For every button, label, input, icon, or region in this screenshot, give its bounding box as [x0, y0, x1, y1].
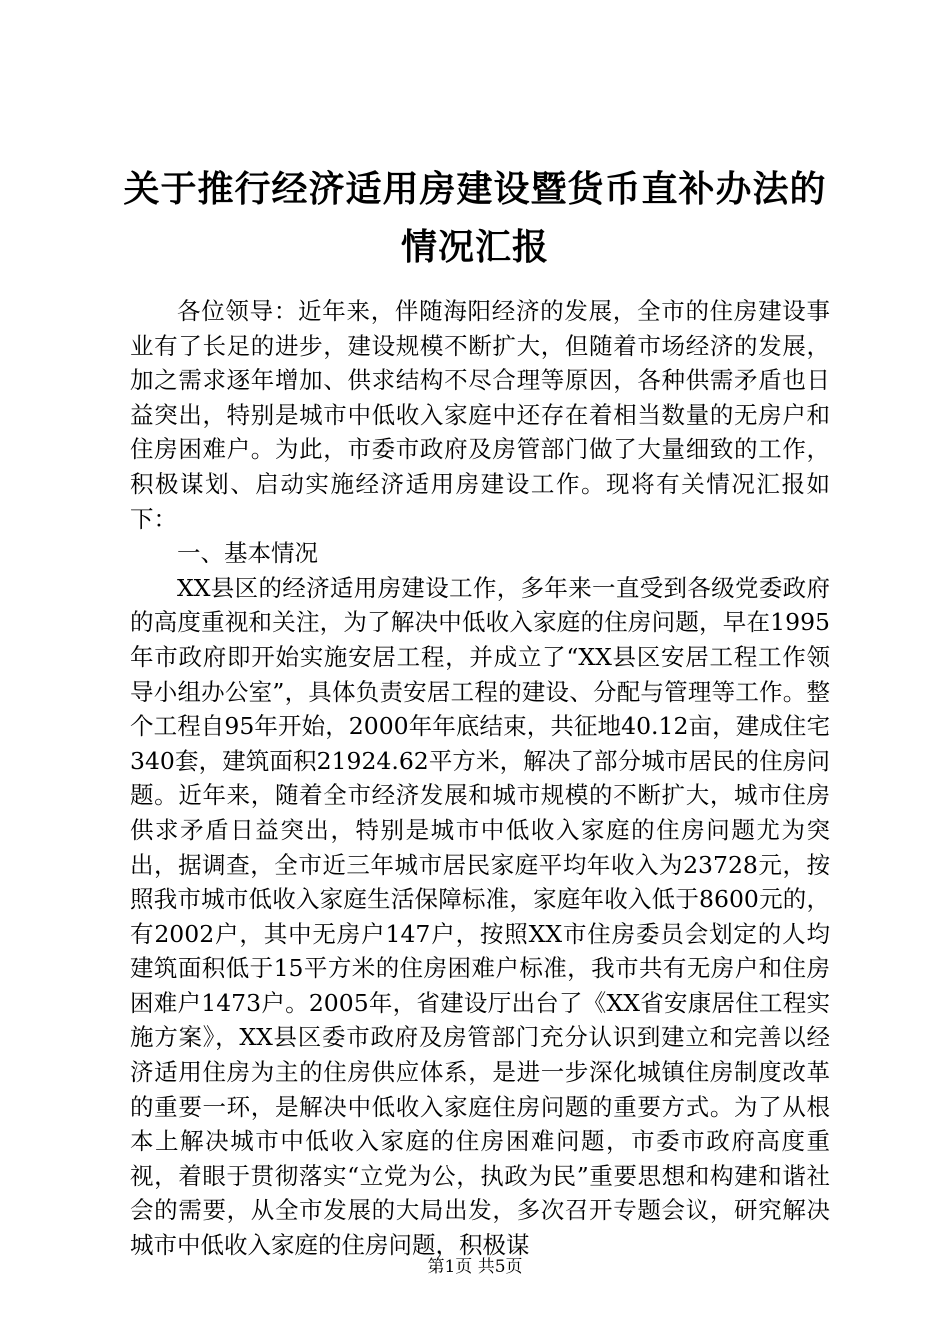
intro-paragraph: 各位领导：近年来，伴随海阳经济的发展，全市的住房建设事业有了长足的进步，建设规模不断扩大，但随着市场经济的发展，加之需求逐年增加、供求结构不尽合理等原因，各种供需矛盾也日益突出，特别是城市中低收入家庭中还存在着相当数量的无房户和住房困难户。为此，市委市政府及房管部门做了大量细致的工作，积极谋划、启动实施经济适用房建设工作。现将有关情况汇报如下： — [130, 297, 830, 533]
body-paragraph: XX县区的经济适用房建设工作，多年来一直受到各级党委政府的高度重视和关注，为了解决中低收入家庭的住房问题，早在1995年市政府即开始实施安居工程，并成立了“XX县区安居工程工作领导小组办公室”，具体负责安居工程的建设、分配与管理等工作。整个工程自95年开始，2000年年底结束，共征地40.12亩，建成住宅340套，建筑面积21924.62平方米，解决了部分城市居民的住房问题。近年来，随着全市经济发展和城市规模的不断扩大，城市住房供求矛盾日益突出，特别是城市中低收入家庭的住房问题尤为突出，据调查，全市近三年城市居民家庭平均年收入为23728元，按照我市城市低收入家庭生活保障标准，家庭年收入低于8600元的，有2002户，其中无房户147户，按照XX市住房委员会划定的人均建筑面积低于15平方米的住房困难户标准，我市共有无房户和住房困难户1473户。2005年，省建设厅出台了《XX省安康居住工程实施方案》，XX县区委市政府及房管部门充分认识到建立和完善以经济适用住房为主的住房供应体系，是进一步深化城镇住房制度改革的重要一环，是解决中低收入家庭住房问题的重要方式。为了从根本上解决城市中低收入家庭的住房困难问题，市委市政府高度重视，着眼于贯彻落实“立党为公，执政为民”重要思想和构建和谐社会的需要，从全市发展的大局出发，多次召开专题会议，研究解决城市中低收入家庭的住房问题，积极谋 — [130, 573, 830, 1260]
page-footer: 第1页 共5页 — [427, 1257, 523, 1277]
section-heading: 一、基本情况 — [177, 539, 318, 568]
document-title: 关于推行经济适用房建设暨货币直补办法的情况汇报 — [123, 168, 827, 268]
document-body — [130, 294, 830, 1263]
